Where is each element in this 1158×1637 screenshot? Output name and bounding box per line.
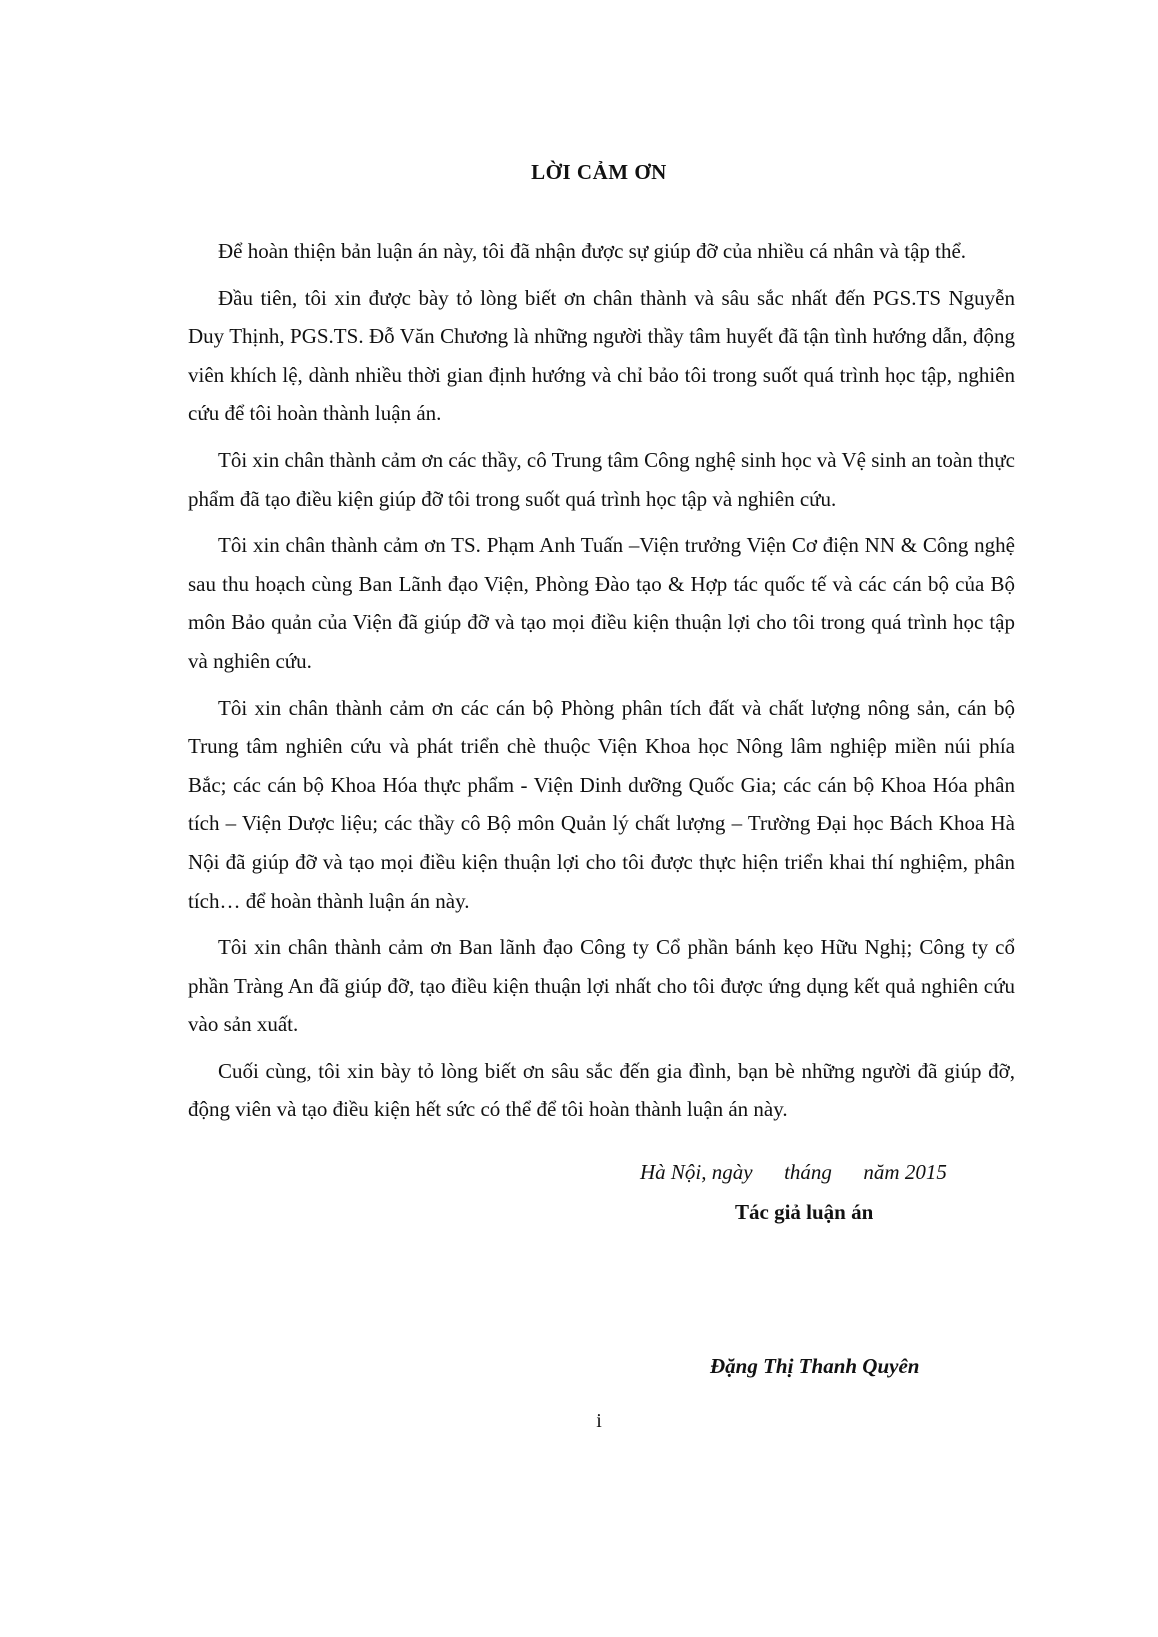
- paragraph-advisors: Đầu tiên, tôi xin được bày tỏ lòng biết ơn chân thành và sâu sắc nhất đến PGS.TS Nguyễn Duy Thịnh, PGS.TS. Đỗ Văn Chương là những người thầy tâm huyết đã tận tình hướng dẫn, động viên khích lệ, dành nhiều thời gian định hướng và chỉ bảo tôi trong suốt quá trình học tập, nghiên cứu để tôi hoàn thành luận án.: [188, 285, 1015, 426]
- date-line: Hà Nội, ngày tháng năm 2015: [640, 1160, 947, 1184]
- paragraph-intro: Để hoàn thiện bản luận án này, tôi đã nhận được sự giúp đỡ của nhiều cá nhân và tập thể.: [218, 239, 967, 263]
- paragraph-labs: Tôi xin chân thành cảm ơn các cán bộ Phòng phân tích đất và chất lượng nông sản, cán bộ Trung tâm nghiên cứu và phát triển chè thuộc Viện Khoa học Nông lâm nghiệp miền núi phía Bắc; các cán bộ Khoa Hóa thực phẩm - Viện Dinh dưỡng Quốc Gia; các cán bộ Khoa Hóa phân tích – Viện Dược liệu; các thầy cô Bộ môn Quản lý chất lượng – Trường Đại học Bách Khoa Hà Nội đã giúp đỡ và tạo mọi điều kiện thuận lợi cho tôi được thực hiện triển khai thí nghiệm, phân tích… để hoàn thành luận án này.: [188, 695, 1015, 913]
- page-title: LỜI CẢM ƠN: [531, 160, 667, 184]
- acknowledgement-body: [188, 232, 1015, 1129]
- page-number: i: [596, 1410, 602, 1432]
- author-label: Tác giả luận án: [735, 1200, 874, 1224]
- paragraph-institute: Tôi xin chân thành cảm ơn TS. Phạm Anh Tuấn –Viện trưởng Viện Cơ điện NN & Công nghệ sau thu hoạch cùng Ban Lãnh đạo Viện, Phòng Đào tạo & Hợp tác quốc tế và các cán bộ của Bộ môn Bảo quản của Viện đã giúp đỡ và tạo mọi điều kiện thuận lợi cho tôi trong quá trình học tập và nghiên cứu.: [188, 533, 1015, 673]
- paragraph-family: Cuối cùng, tôi xin bày tỏ lòng biết ơn sâu sắc đến gia đình, bạn bè những người đã giúp đỡ, động viên và tạo điều kiện hết sức có thể để tôi hoàn thành luận án này.: [188, 1058, 1015, 1122]
- paragraph-center: Tôi xin chân thành cảm ơn các thầy, cô Trung tâm Công nghệ sinh học và Vệ sinh an toàn thực phẩm đã tạo điều kiện giúp đỡ tôi trong suốt quá trình học tập và nghiên cứu.: [188, 447, 1015, 511]
- paragraph-companies: Tôi xin chân thành cảm ơn Ban lãnh đạo Công ty Cổ phần bánh kẹo Hữu Nghị; Công ty cổ phần Tràng An đã giúp đỡ, tạo điều kiện thuận lợi nhất cho tôi được ứng dụng kết quả nghiên cứu vào sản xuất.: [188, 935, 1015, 1037]
- author-name: Đặng Thị Thanh Quyên: [710, 1354, 920, 1378]
